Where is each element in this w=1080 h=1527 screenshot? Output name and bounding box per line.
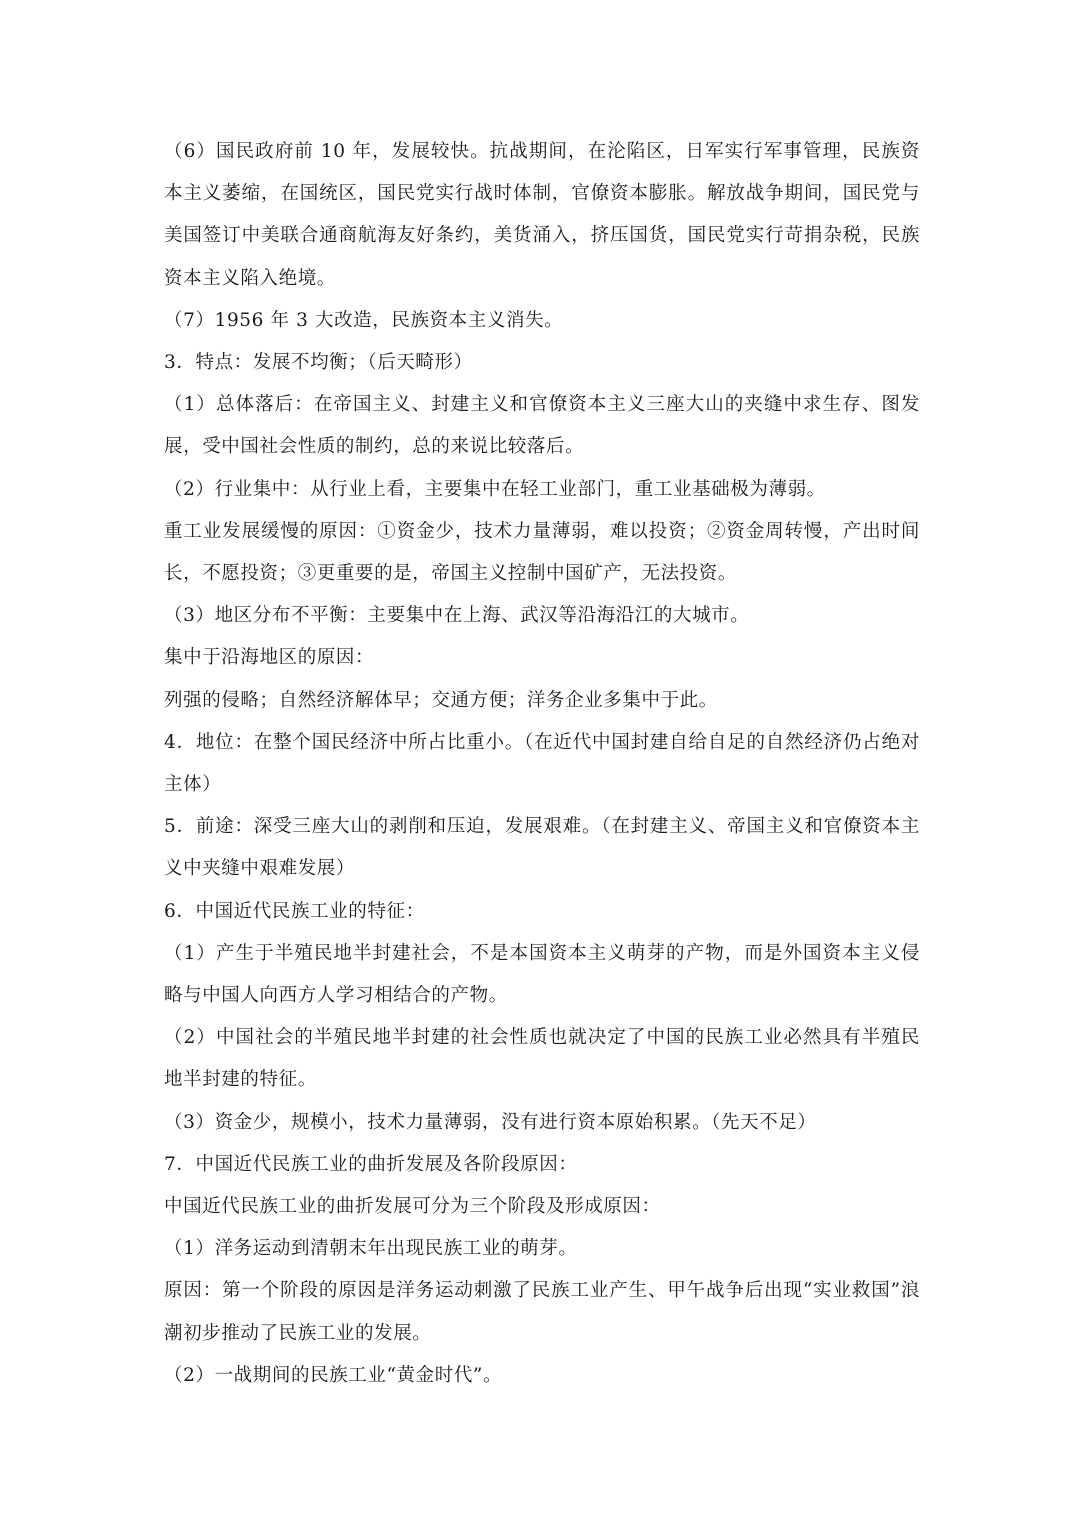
- paragraph-5: （2）行业集中：从行业上看，主要集中在轻工业部门，重工业基础极为薄弱。: [164, 478, 826, 500]
- paragraph-15: （3）资金少，规模小，技术力量薄弱，没有进行资本原始积累。（先天不足）: [164, 1111, 817, 1133]
- paragraph-18: （1）洋务运动到清朝末年出现民族工业的萌芽。: [164, 1238, 578, 1260]
- paragraph-9: 列强的侵略；自然经济解体早；交通方便；洋务企业多集中于此。: [164, 689, 718, 711]
- paragraph-10: 4．地位：在整个国民经济中所占比重小。（在近代中国封建自给自足的自然经济仍占绝对主体）: [164, 731, 920, 796]
- paragraph-16: 7．中国近代民族工业的曲折发展及各阶段原因：: [164, 1153, 578, 1175]
- paragraph-13: （1）产生于半殖民地半封建社会，不是本国资本主义萌芽的产物，而是外国资本主义侵略与中国人向西方人学习相结合的产物。: [164, 942, 920, 1007]
- paragraph-4: （1）总体落后：在帝国主义、封建主义和官僚资本主义三座大山的夹缝中求生存、图发展，受中国社会性质的制约，总的来说比较落后。: [164, 394, 920, 458]
- paragraph-6: 重工业发展缓慢的原因：①资金少，技术力量薄弱，难以投资；②资金周转慢，产出时间长，不愿投资；③更重要的是，帝国主义控制中国矿产，无法投资。: [164, 520, 920, 585]
- paragraph-11: 5．前途：深受三座大山的剥削和压迫，发展艰难。（在封建主义、帝国主义和官僚资本主义中夹缝中艰难发展）: [164, 816, 920, 880]
- paragraph-1: （6）国民政府前 10 年，发展较快。抗战期间，在沦陷区，日军实行军事管理，民族资本主义萎缩，在国统区，国民党实行战时体制，官僚资本膨胀。解放战争期间，国民党与美国签订中美联合通商航海友好条约，美货涌入，挤压国货，国民党实行苛捐杂税，民族资本主义陷入绝境。: [164, 141, 920, 289]
- paragraph-2: （7）1956 年 3 大改造，民族资本主义消失。: [164, 309, 564, 331]
- paragraph-7: （3）地区分布不平衡：主要集中在上海、武汉等沿海沿江的大城市。: [164, 605, 750, 627]
- paragraph-3: 3．特点：发展不均衡；（后天畸形）: [164, 352, 473, 374]
- paragraph-12: 6．中国近代民族工业的特征：: [164, 900, 425, 922]
- paragraph-14: （2）中国社会的半殖民地半封建的社会性质也就决定了中国的民族工业必然具有半殖民地半封建的特征。: [164, 1027, 920, 1091]
- paragraph-8: 集中于沿海地区的原因：: [164, 647, 375, 669]
- document-page: [164, 131, 920, 1397]
- paragraph-20: （2）一战期间的民族工业“黄金时代”。: [164, 1364, 503, 1386]
- paragraph-17: 中国近代民族工业的曲折发展可分为三个阶段及形成原因：: [164, 1196, 661, 1218]
- paragraph-19: 原因：第一个阶段的原因是洋务运动刺激了民族工业产生、甲午战争后出现“实业救国”浪潮初步推动了民族工业的发展。: [164, 1280, 920, 1344]
